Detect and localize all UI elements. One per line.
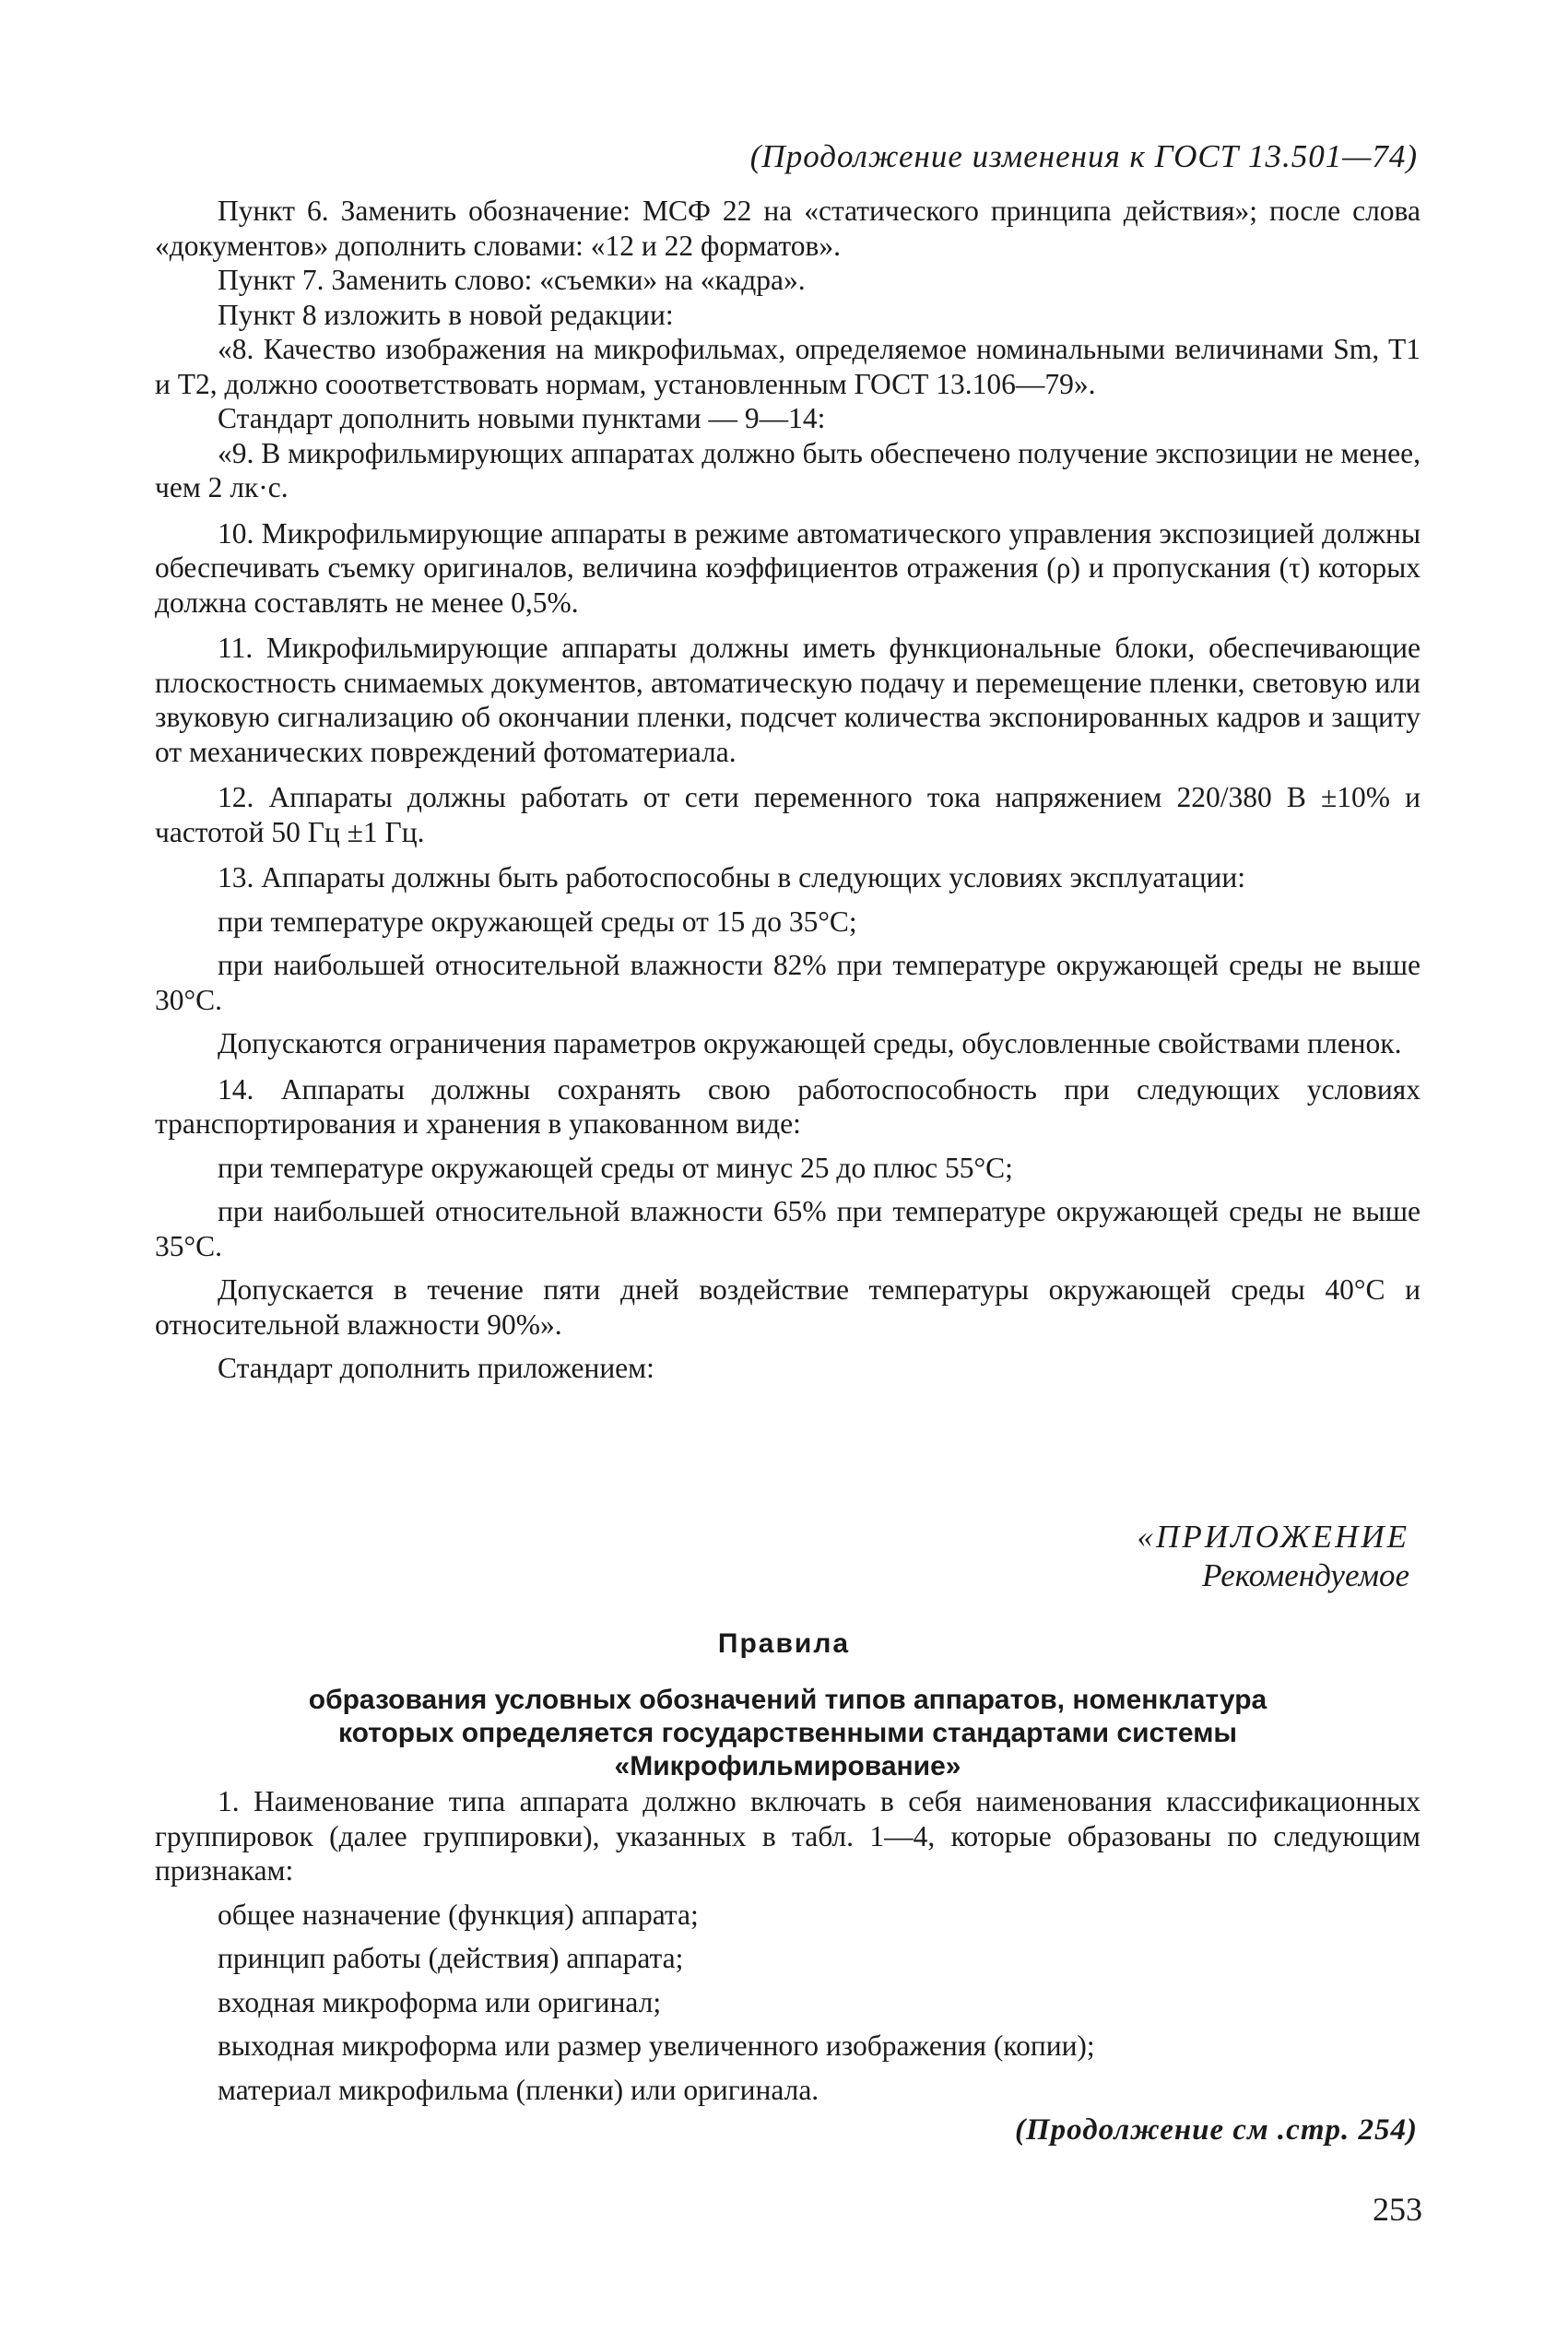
amendment-paragraph: при температуре окружающей среды от минус 25 до плюс 55°С;	[218, 1151, 1013, 1184]
appendix-status: Рекомендуемое	[1202, 1557, 1409, 1593]
rules-list-item: принцип работы (действия) аппарата;	[218, 1942, 684, 1974]
rules-subtitle-line: которых определяется государственными стандартами системы	[337, 1718, 1238, 1748]
page-number: 253	[1373, 2191, 1422, 2228]
rules-list-item: общее назначение (функция) аппарата;	[218, 1898, 699, 1931]
continuation-note: (Продолжение см .стр. 254)	[1015, 2113, 1418, 2147]
amendment-paragraph: Пункт 7. Заменить слово: «съемки» на «кадра».	[218, 264, 806, 296]
rules-subtitle	[155, 1684, 1421, 1783]
amendment-paragraph: 10. Микрофильмирующие аппараты в режиме автоматического управления экспозицией должны обеспечивать съемку оригиналов, величина коэффициентов отражения (ρ) и пропускания (τ) которых должна составлять не менее 0,5%.	[155, 516, 1421, 619]
amendment-paragraph: Стандарт дополнить новыми пунктами — 9—14:	[218, 402, 826, 434]
amendment-paragraph: при наибольшей относительной влажности 82% при температуре окружающей среды не выше 30°С.	[155, 949, 1421, 1016]
rules-subtitle-line: образования условных обозначений типов аппаратов, номенклатура	[308, 1685, 1267, 1715]
rules-paragraph: 1. Наименование типа аппарата должно включать в себя наименования классификационных группировок (далее группировки), указанных в табл. 1—4, которые образованы по следующим признакам:	[155, 1785, 1421, 1887]
rules-list-item: материал микрофильма (пленки) или оригинала.	[218, 2073, 819, 2106]
amendment-paragraph: Пункт 6. Заменить обозначение: МСФ 22 на «статического принципа действия»; после слова «документов» дополнить словами: «12 и 22 форматов».	[155, 195, 1421, 262]
rules-subtitle-line: «Микрофильмирование»	[614, 1751, 961, 1781]
amendment-text	[155, 194, 1421, 1386]
amendment-paragraph: 11. Микрофильмирующие аппараты должны иметь функциональные блоки, обеспечивающие плоскостность снимаемых документов, автоматическую подачу и перемещение пленки, световую или звуковую сигнализацию об окончании пленки, подсчет количества экспонированных кадров и защиту от механических повреждений фотоматериала.	[155, 632, 1421, 768]
amendment-paragraph: 13. Аппараты должны быть работоспособны в следующих условиях эксплуатации:	[218, 861, 1246, 893]
amendment-paragraph: Стандарт дополнить приложением:	[218, 1352, 654, 1384]
running-header: (Продолжение изменения к ГОСТ 13.501—74)	[749, 138, 1418, 174]
amendment-paragraph: «9. В микрофильмирующих аппаратах должно быть обеспечено получение экспозиции не менее, чем 2 лк·с.	[155, 436, 1421, 503]
amendment-paragraph: 14. Аппараты должны сохранять свою работоспособность при следующих условиях транспортирования и хранения в упакованном виде:	[155, 1072, 1421, 1140]
amendment-paragraph: 12. Аппараты должны работать от сети переменного тока напряжением 220/380 В ±10% и частотой 50 Гц ±1 Гц.	[155, 781, 1421, 848]
rules-text	[155, 1784, 1421, 2107]
amendment-paragraph: «8. Качество изображения на микрофильмах, определяемое номинальными величинами Sm, T1 и T2, должно сооответствовать нормам, установленным ГОСТ 13.106—79».	[155, 333, 1421, 400]
rules-title: Правила	[717, 1628, 851, 1659]
rules-list-item: входная микроформа или оригинал;	[218, 1985, 662, 2018]
amendment-paragraph: при температуре окружающей среды от 15 до 35°С;	[218, 905, 857, 938]
amendment-paragraph: Допускается в течение пяти дней воздействие температуры окружающей среды 40°С и относительной влажности 90%».	[155, 1273, 1421, 1341]
amendment-paragraph: Допускаются ограничения параметров окружающей среды, обусловленные свойствами пленок.	[218, 1027, 1402, 1059]
amendment-paragraph: при наибольшей относительной влажности 65% при температуре окружающей среды не выше 35°С.	[155, 1195, 1421, 1262]
appendix-heading	[1138, 1518, 1409, 1595]
appendix-title: «ПРИЛОЖЕНИЕ	[1137, 1519, 1409, 1555]
amendment-paragraph: Пункт 8 изложить в новой редакции:	[218, 298, 674, 331]
rules-list-item: выходная микроформа или размер увеличенного изображения (копии);	[218, 2029, 1095, 2062]
